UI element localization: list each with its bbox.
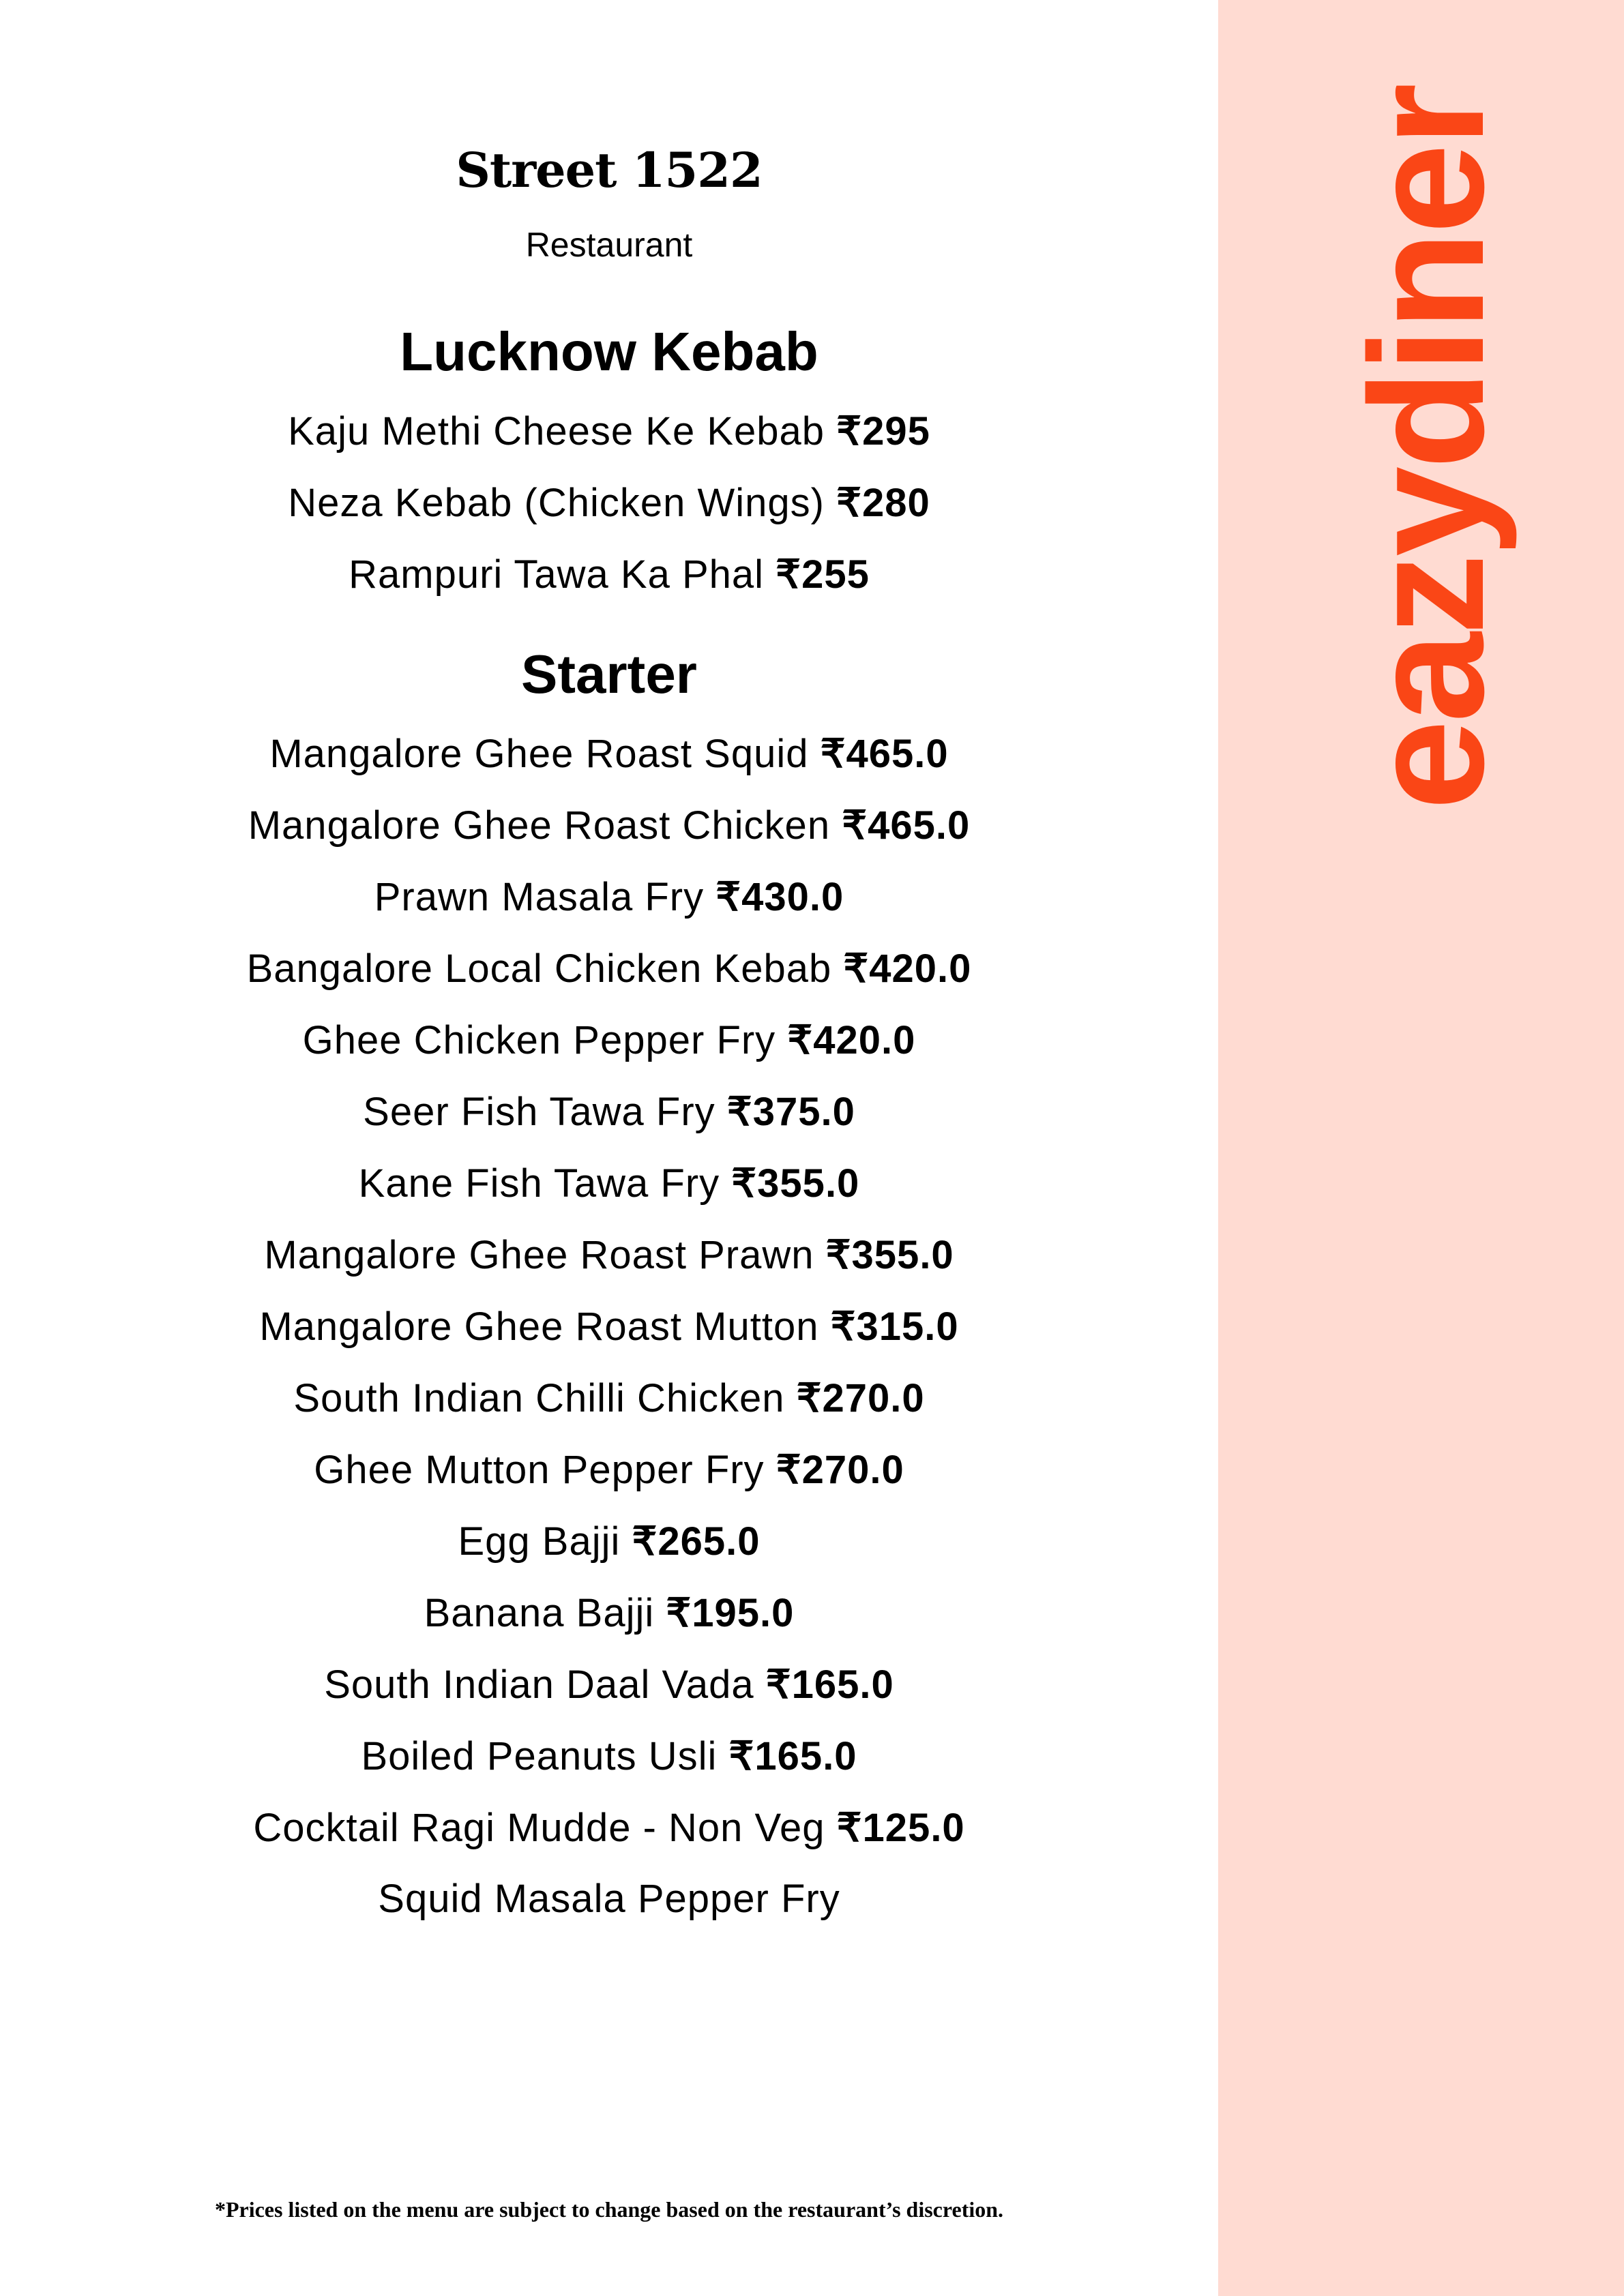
menu-item [0, 408, 1218, 454]
menu-item-price: ₹125.0 [836, 1806, 965, 1850]
menu-item [0, 874, 1218, 920]
menu-item [0, 479, 1218, 526]
menu-item-price: ₹165.0 [728, 1734, 857, 1778]
section-heading: Lucknow Kebab [400, 321, 818, 382]
restaurant-type: Restaurant [525, 226, 693, 264]
menu-item-price: ₹375.0 [726, 1090, 855, 1134]
menu-item-name: Ghee Mutton Pepper Fry [314, 1448, 765, 1492]
menu-item-name: Egg Bajji [458, 1519, 621, 1564]
menu-item [0, 1518, 1218, 1564]
menu-item-price: ₹270.0 [796, 1376, 925, 1420]
menu-item-price: ₹465.0 [842, 803, 971, 848]
menu-item-price: ₹420.0 [843, 946, 972, 991]
menu-item-price: ₹270.0 [776, 1448, 904, 1492]
menu-item [0, 1160, 1218, 1206]
menu-item-price: ₹430.0 [715, 875, 844, 919]
menu-item [0, 1733, 1218, 1779]
menu-item-name: Cocktail Ragi Mudde - Non Veg [253, 1806, 825, 1850]
menu-item-price: ₹195.0 [666, 1591, 795, 1635]
price-disclaimer: *Prices listed on the menu are subject to change based on the restaurant’s discretion. [214, 2197, 1004, 2222]
menu-item [0, 1590, 1218, 1636]
menu-item-name: South Indian Chilli Chicken [293, 1376, 785, 1420]
menu-item-name: Neza Kebab (Chicken Wings) [288, 481, 825, 525]
menu-item [0, 1017, 1218, 1063]
menu-item [0, 1375, 1218, 1421]
menu-item-price: ₹355.0 [731, 1161, 860, 1206]
menu-item-name: Squid Masala Pepper Fry [378, 1877, 840, 1921]
menu-item [0, 802, 1218, 848]
menu-item-name: Mangalore Ghee Roast Prawn [264, 1233, 814, 1277]
menu-item-price: ₹355.0 [825, 1233, 954, 1277]
menu-item-name: Bangalore Local Chicken Kebab [246, 946, 832, 991]
menu-item-price: ₹465.0 [820, 732, 949, 776]
menu-item-name: Seer Fish Tawa Fry [363, 1090, 715, 1134]
restaurant-name: Street 1522 [456, 142, 763, 198]
menu-item-price: ₹420.0 [787, 1018, 916, 1062]
menu-item-price: ₹280 [836, 481, 930, 525]
menu-item-name: Banana Bajji [424, 1591, 655, 1635]
menu-item-name: Mangalore Ghee Roast Squid [269, 732, 809, 776]
menu-item [0, 1661, 1218, 1708]
section-heading: Starter [521, 644, 697, 704]
menu-item [0, 1446, 1218, 1493]
menu-item-name: Kaju Methi Cheese Ke Kebab [288, 409, 825, 453]
menu-item-name: Ghee Chicken Pepper Fry [302, 1018, 776, 1062]
menu-item-price: ₹165.0 [765, 1663, 894, 1707]
menu-item-price: ₹315.0 [830, 1304, 959, 1349]
menu-item-name: South Indian Daal Vada [324, 1663, 754, 1707]
menu-item [0, 1876, 1218, 1922]
menu-item [0, 730, 1218, 777]
menu-item-name: Mangalore Ghee Roast Chicken [248, 803, 831, 848]
menu-item-name: Boiled Peanuts Usli [361, 1734, 718, 1778]
menu-item [0, 1232, 1218, 1278]
menu-item-price: ₹255 [776, 552, 870, 597]
menu-item-name: Prawn Masala Fry [374, 875, 705, 919]
menu-item-name: Kane Fish Tawa Fry [358, 1161, 720, 1206]
menu-item-name: Rampuri Tawa Ka Phal [349, 552, 765, 597]
menu-item-price: ₹265.0 [632, 1519, 761, 1564]
menu-item-name: Mangalore Ghee Roast Mutton [259, 1304, 819, 1349]
menu-item-price: ₹295 [836, 409, 930, 453]
eazydiner-logo: eazydiner [1337, 86, 1518, 810]
menu-item [0, 1303, 1218, 1350]
menu-item [0, 1804, 1218, 1851]
menu-item [0, 945, 1218, 992]
menu-item [0, 551, 1218, 597]
menu-item [0, 1088, 1218, 1135]
